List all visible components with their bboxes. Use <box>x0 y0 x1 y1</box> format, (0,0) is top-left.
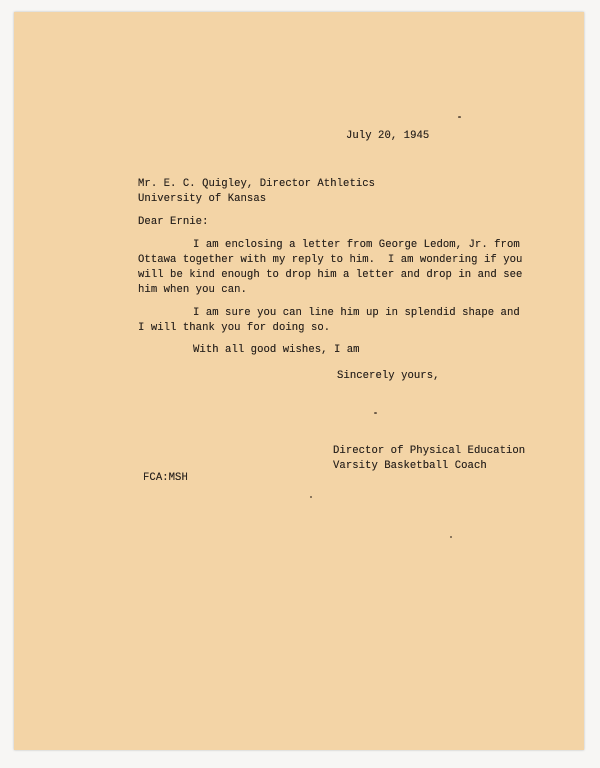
signature-line-2: Varsity Basketball Coach <box>333 460 487 472</box>
closing: Sincerely yours, <box>337 370 440 382</box>
salutation: Dear Ernie: <box>138 216 209 228</box>
paragraph-2-line-2: I will thank you for doing so. <box>138 322 331 334</box>
signature-line-1: Director of Physical Education <box>333 445 526 457</box>
paragraph-1-line-1: I am enclosing a letter from George Ledom, Jr. from <box>193 239 520 251</box>
paragraph-1-line-3: will be kind enough to drop him a letter and drop in and see <box>138 269 523 281</box>
letter-date: July 20, 1945 <box>346 130 430 142</box>
letter-page <box>14 12 584 750</box>
recipient-line-2: University of Kansas <box>138 193 267 205</box>
recipient-line-1: Mr. E. C. Quigley, Director Athletics <box>138 178 376 190</box>
paragraph-3: With all good wishes, I am <box>193 344 360 356</box>
paragraph-2-line-1: I am sure you can line him up in splendid shape and <box>193 307 520 319</box>
paper-speck <box>458 116 461 118</box>
reference-initials: FCA:MSH <box>143 472 188 484</box>
paragraph-1-line-2: Ottawa together with my reply to him. I am wondering if you <box>138 254 523 266</box>
paper-speck <box>450 536 452 538</box>
paragraph-1-line-4: him when you can. <box>138 284 247 296</box>
paper-speck <box>374 412 377 414</box>
paper-speck <box>310 496 312 498</box>
